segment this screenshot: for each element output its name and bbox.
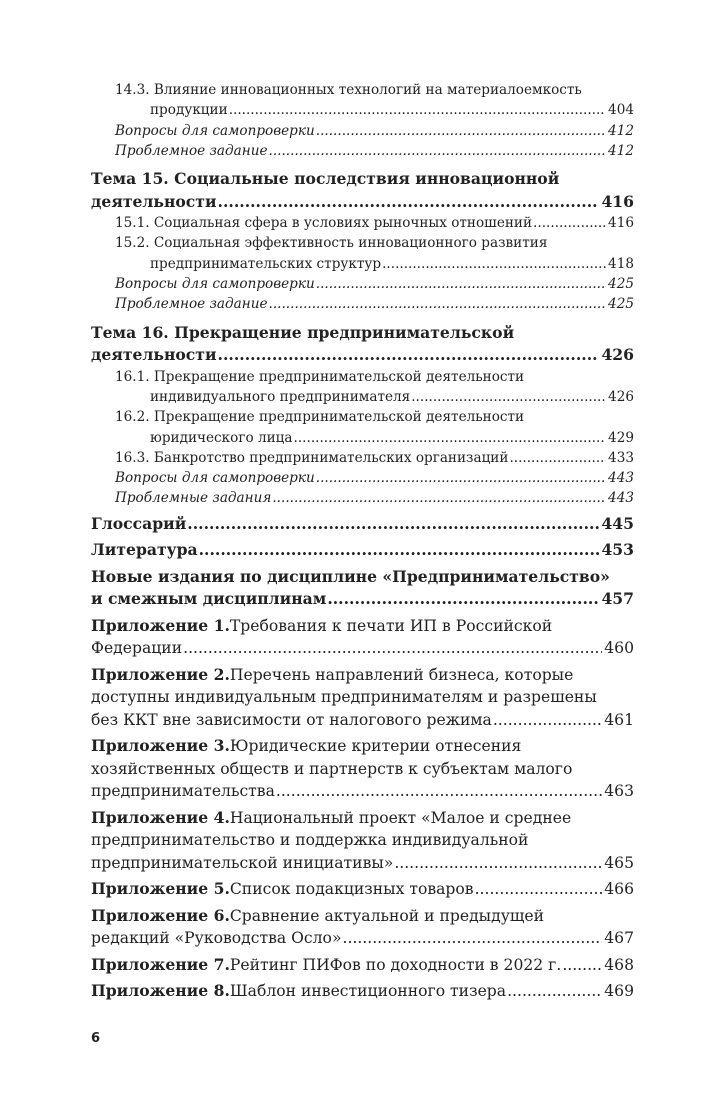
toc-entry-line	[91, 878, 634, 901]
toc-entry-line	[91, 100, 634, 120]
toc-page-number: 425	[608, 296, 634, 313]
toc-entry-title: Рейтинг ПИФов по доходности в 2022 г.	[229, 955, 562, 974]
toc-entry-line	[91, 905, 634, 928]
toc-entry-line	[91, 141, 634, 161]
toc-entry-title: Вопросы для самопроверки	[115, 276, 315, 293]
dot-leader	[493, 709, 602, 732]
toc-entry-title: Литература	[91, 540, 198, 560]
toc-entry[interactable]	[91, 233, 634, 274]
toc-entry-title: Список подакцизных товаров	[229, 880, 474, 899]
toc-entry-line	[91, 121, 634, 141]
toc-page-number: 412	[608, 122, 634, 139]
dot-leader	[294, 428, 607, 448]
toc-entry[interactable]	[91, 954, 634, 977]
toc-page-number: 445	[601, 513, 634, 533]
toc-entry-title: Глоссарий	[91, 513, 187, 533]
toc-entry-line	[91, 980, 634, 1003]
toc-entry-line	[91, 807, 634, 830]
dot-leader	[269, 141, 607, 161]
toc-page-number: 461	[604, 710, 634, 729]
toc-page-number: 443	[608, 470, 634, 487]
dot-leader	[509, 448, 606, 468]
toc-entry-line	[91, 294, 634, 314]
toc-entry[interactable]	[91, 407, 634, 448]
toc-entry-label: Приложение 4.	[91, 807, 230, 827]
toc-entry-title: Новые издания по дисциплине «Предпринимательство»	[91, 566, 610, 586]
toc-page-number: 433	[608, 449, 634, 466]
toc-entry-line	[91, 488, 634, 508]
toc-entry[interactable]	[91, 807, 634, 875]
toc-entry-title: Проблемное задание	[115, 142, 268, 159]
dot-leader	[272, 488, 606, 508]
dot-leader	[269, 294, 607, 314]
toc-entry[interactable]	[91, 980, 634, 1003]
toc-page-number: 469	[604, 982, 634, 1001]
toc-entry-line	[91, 387, 634, 407]
dot-leader	[411, 387, 606, 407]
toc-entry-title: Требования к печати ИП в Российской	[229, 616, 553, 635]
toc-entry-label: Приложение 3.	[91, 736, 230, 756]
dot-leader	[187, 513, 599, 536]
toc-page-number: 404	[608, 102, 634, 119]
toc-entry-title: 16.3. Банкротство предпринимательских организаций	[115, 449, 509, 466]
toc-entry-title: предпринимательства	[91, 782, 275, 801]
toc-page-number: 453	[601, 540, 634, 560]
toc-page-number: 426	[601, 345, 634, 365]
toc-entry-title: хозяйственных обществ и партнерств к субъектам малого	[91, 759, 573, 778]
toc-entry-line	[91, 709, 634, 732]
toc-entry[interactable]	[91, 367, 634, 408]
toc-entry-title: индивидуального предпринимателя	[150, 388, 411, 405]
toc-entry-title: 15.2. Социальная эффективность инновационного развития	[115, 235, 548, 252]
toc-page-number: 465	[604, 853, 634, 872]
toc-entry-line	[91, 468, 634, 488]
toc-entry-line	[91, 852, 634, 875]
toc-entry-title: Вопросы для самопроверки	[115, 470, 315, 487]
toc-page-number: 416	[601, 191, 634, 211]
toc-page-number: 460	[604, 639, 634, 658]
toc-entry[interactable]	[91, 735, 634, 803]
toc-entry-line	[91, 615, 634, 638]
toc-entry-line	[91, 274, 634, 294]
dot-leader	[316, 121, 606, 141]
toc-page-number: 467	[604, 929, 634, 948]
toc-entry-line	[91, 407, 634, 427]
dot-leader	[229, 100, 606, 120]
toc-entry[interactable]	[91, 905, 634, 950]
toc-page-number: 412	[608, 142, 634, 159]
toc-entry-line	[91, 758, 634, 781]
toc-entry-title: деятельности	[91, 345, 217, 365]
toc-entry-line	[91, 829, 634, 852]
toc-entry-line	[91, 780, 634, 803]
toc-entry-line	[91, 927, 634, 950]
toc-entry[interactable]	[91, 513, 634, 536]
dot-leader	[533, 213, 606, 233]
table-of-contents	[91, 80, 634, 1003]
toc-entry[interactable]	[91, 488, 634, 508]
toc-entry-line	[91, 428, 634, 448]
toc-entry[interactable]	[91, 274, 634, 294]
toc-entry-title: Федерации	[91, 639, 183, 658]
toc-entry-line	[91, 539, 634, 562]
toc-entry[interactable]	[91, 468, 634, 488]
toc-entry[interactable]	[91, 168, 634, 213]
toc-entry[interactable]	[91, 664, 634, 732]
toc-entry-title: Проблемные задания	[115, 490, 272, 507]
dot-leader	[507, 980, 602, 1003]
dot-leader	[342, 927, 602, 950]
dot-leader	[183, 637, 602, 660]
dot-leader	[475, 878, 603, 901]
toc-entry-title: и смежным дисциплинам	[91, 589, 327, 609]
toc-entry-title: Сравнение актуальной и предыдущей	[229, 906, 544, 925]
toc-entry-title: продукции	[150, 102, 228, 119]
toc-entry-title: предпринимательство и поддержка индивидуальной	[91, 831, 529, 850]
toc-entry-line	[91, 168, 634, 191]
toc-page-number: 468	[604, 955, 634, 974]
toc-entry-line	[91, 686, 634, 709]
toc-page-number: 426	[608, 388, 634, 405]
toc-entry-line	[91, 664, 634, 687]
toc-entry[interactable]	[91, 322, 634, 367]
dot-leader	[382, 254, 606, 274]
toc-entry-line	[91, 191, 634, 214]
dot-leader	[562, 954, 602, 977]
toc-entry-title: без ККТ вне зависимости от налогового режима	[91, 710, 492, 729]
dot-leader	[218, 191, 600, 214]
toc-entry-title: 16.2. Прекращение предпринимательской деятельности	[115, 409, 525, 426]
dot-leader	[199, 539, 600, 562]
toc-entry-line	[91, 735, 634, 758]
toc-entry-title: 16.1. Прекращение предпринимательской деятельности	[115, 368, 525, 385]
page-number: 6	[91, 1031, 101, 1046]
toc-entry[interactable]	[91, 121, 634, 141]
toc-entry[interactable]	[91, 80, 634, 121]
toc-entry-label: Приложение 2.	[91, 664, 230, 684]
toc-entry-line	[91, 80, 634, 100]
toc-page-number: 425	[608, 276, 634, 293]
toc-entry-line	[91, 213, 634, 233]
toc-page-number: 463	[604, 782, 634, 801]
dot-leader	[394, 852, 602, 875]
dot-leader	[316, 274, 606, 294]
toc-entry-title: 14.3. Влияние инновационных технологий на материалоемкость	[115, 82, 582, 98]
toc-entry-line	[91, 954, 634, 977]
toc-entry[interactable]	[91, 294, 634, 314]
toc-entry-title: доступны индивидуальным предпринимателям и разрешены	[91, 688, 597, 707]
toc-entry-title: предпринимательских структур	[150, 255, 382, 272]
toc-entry-title: предпринимательской инициативы»	[91, 853, 394, 872]
toc-page-number: 416	[608, 215, 634, 232]
dot-leader	[218, 344, 600, 367]
toc-entry-title: Проблемное задание	[115, 296, 268, 313]
toc-entry-label: Приложение 1.	[91, 615, 230, 635]
toc-entry-label: Приложение 7.	[91, 954, 230, 974]
toc-entry-line	[91, 254, 634, 274]
toc-entry-line	[91, 513, 634, 536]
toc-entry-title: деятельности	[91, 191, 217, 211]
toc-entry-line	[91, 233, 634, 253]
toc-entry-line	[91, 448, 634, 468]
toc-entry[interactable]	[91, 141, 634, 161]
toc-entry-title: Тема 16. Прекращение предпринимательской	[91, 322, 515, 342]
toc-entry-line	[91, 637, 634, 660]
toc-entry-title: Национальный проект «Малое и среднее	[229, 808, 572, 827]
toc-entry[interactable]	[91, 878, 634, 901]
toc-entry[interactable]	[91, 539, 634, 562]
toc-entry[interactable]	[91, 615, 634, 660]
toc-entry-label: Приложение 6.	[91, 905, 230, 925]
toc-entry-title: Шаблон инвестиционного тизера	[229, 982, 507, 1001]
dot-leader	[327, 588, 599, 611]
toc-page-number: 457	[601, 589, 634, 609]
toc-entry-title: Перечень направлений бизнеса, которые	[229, 665, 574, 684]
dot-leader	[276, 780, 602, 803]
toc-page-number: 466	[604, 880, 634, 899]
toc-entry-title: Вопросы для самопроверки	[115, 122, 315, 139]
toc-entry-title: Тема 15. Социальные последствия инновационной	[91, 169, 560, 189]
toc-page-number: 429	[608, 429, 634, 446]
toc-entry[interactable]	[91, 213, 634, 233]
toc-entry-line	[91, 588, 634, 611]
toc-entry[interactable]	[91, 448, 634, 468]
toc-entry-label: Приложение 8.	[91, 981, 230, 1001]
toc-entry-line	[91, 322, 634, 345]
dot-leader	[316, 468, 606, 488]
toc-entry-line	[91, 367, 634, 387]
toc-entry-title: редакций «Руководства Осло»	[91, 929, 342, 948]
toc-entry-title: юридического лица	[150, 429, 293, 446]
toc-entry-line	[91, 566, 634, 589]
toc-entry[interactable]	[91, 566, 634, 611]
toc-page-number: 418	[608, 255, 634, 272]
toc-page-number: 443	[608, 490, 634, 507]
toc-entry-label: Приложение 5.	[91, 879, 230, 899]
toc-entry-title: Юридические критерии отнесения	[229, 737, 522, 756]
toc-entry-title: 15.1. Социальная сфера в условиях рыночных отношений	[115, 215, 533, 232]
toc-entry-line	[91, 344, 634, 367]
